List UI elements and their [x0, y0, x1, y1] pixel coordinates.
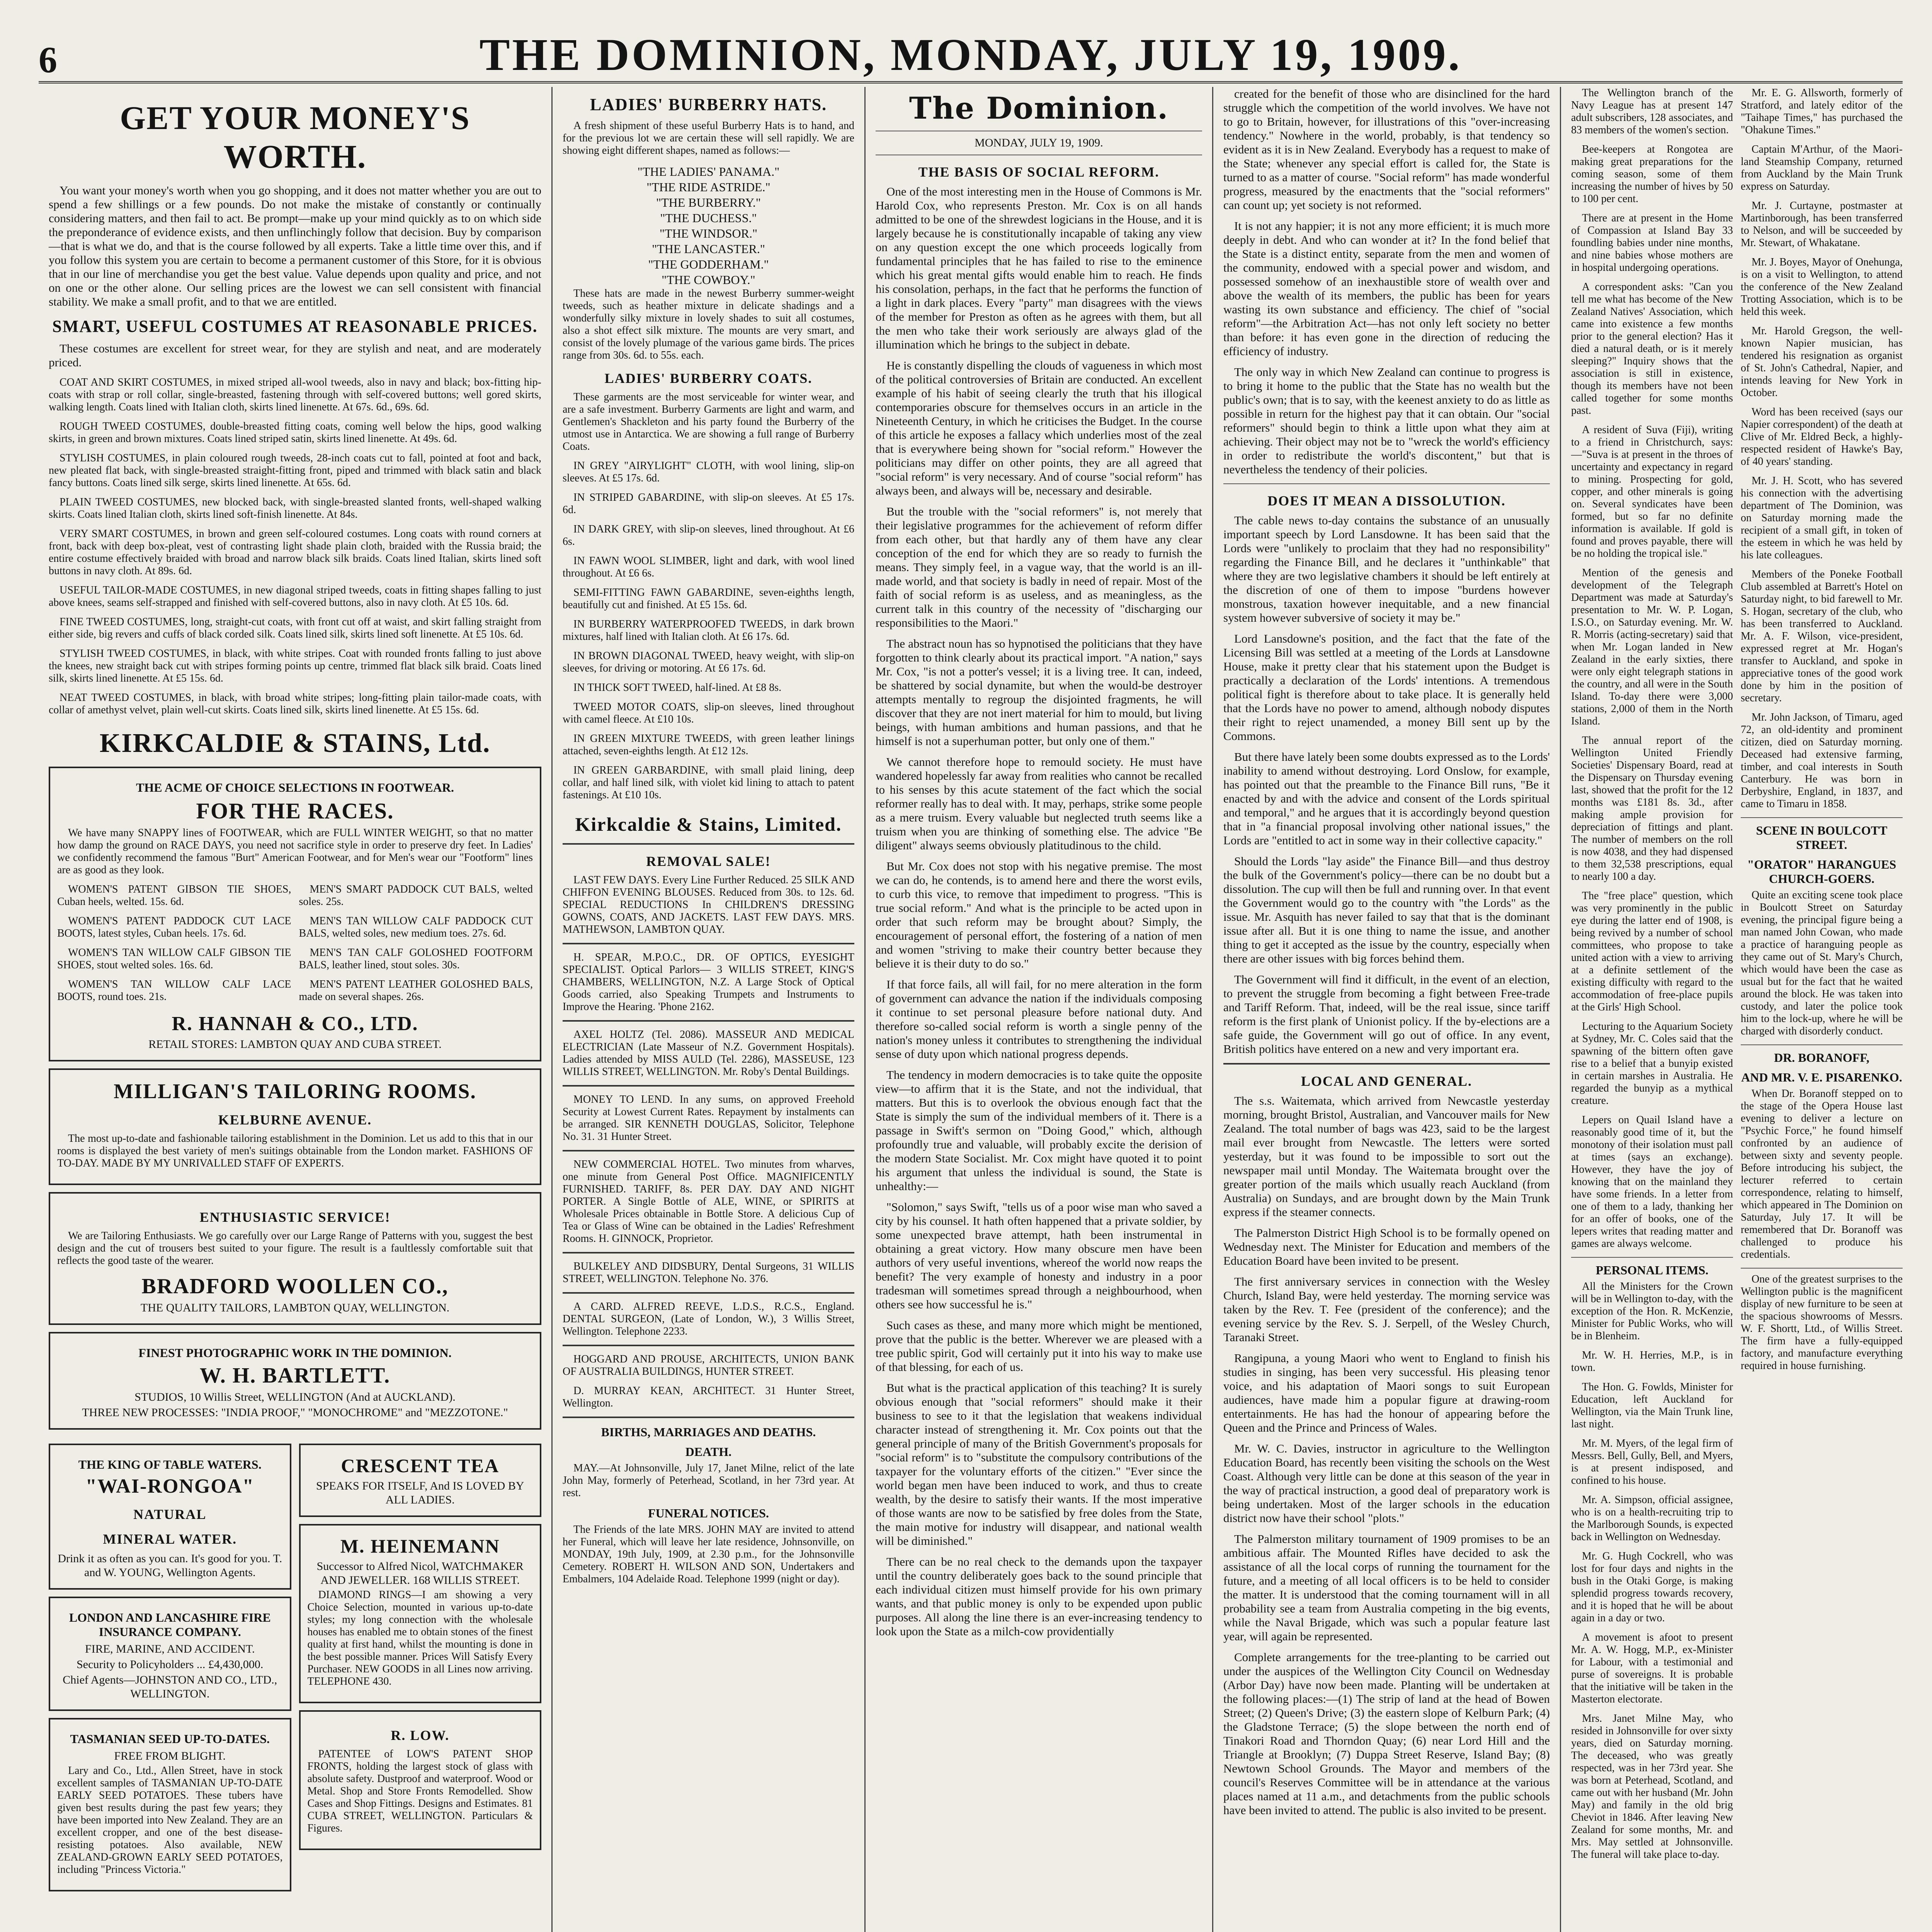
costumes-sub: These costumes are excellent for street wear, for they are stylish and neat, and are moderately priced.	[49, 342, 541, 369]
races-listing	[57, 883, 533, 1010]
editorial-paragraph: He is constantly dispelling the clouds of vagueness in which most of the political controversies of Britain are conducted. An excellent example of his habit of seeing clearly the truth that his illogical contemporaries obscure for themselves occurs in an article in the Nineteenth Century, in which he criticises the Budget. In the course of this article he exposes a fallacy which underlies most of the zeal that is everywhere being shown for "social reform." However the politicians may differ on other points, they are all agreed that "social reform" is very necessary. And of course "social reform" has always been, and always will be, necessary and desirable.	[876, 359, 1202, 497]
hat-name: "THE RIDE ASTRIDE."	[646, 180, 770, 194]
seed-ad	[49, 1718, 291, 1891]
coat-item: IN BURBERRY WATERPROOFED TWEEDS, in dark brown mixtures, half lined with Italian cloth. At £6 17s. 6d.	[563, 618, 854, 643]
shoe-item: MEN'S PATENT LEATHER GOLOSHED BALS, made on several shapes. 26s.	[299, 978, 533, 1003]
burberry-hats-heading: LADIES' BURBERRY HATS.	[590, 95, 827, 114]
hat-name: "THE BURBERRY."	[656, 196, 761, 209]
funeral-heading: FUNERAL NOTICES.	[648, 1506, 769, 1520]
page-columns	[39, 87, 1903, 1932]
water-ad	[49, 1444, 291, 1590]
furniture-item: One of the greatest surprises to the Wellington public is the magnificent display of new furniture to be seen at the spacious showrooms of Messrs. W. F. Shortt, Ltd., of Willis Street. The firm have a fully-equipped factory, and manufacture everything required in house furnishing.	[1741, 1273, 1903, 1372]
seed-body: Lary and Co., Ltd., Allen Street, have in stock excellent samples of TASMANIAN UP-TO-DATE EARLY SEED POTATOES. These tubers have given best results during the past few years; they have been imported into New Zealand. They are an excellent cropper, and one of the best disease-resisting potatoes. Also available, NEW ZEALAND-GROWN EARLY SEED POTATOES, including "Princess Victoria."	[57, 1765, 283, 1876]
burberry-coats-intro: These garments are the most serviceable for winter wear, and are a safe investment. Burberry Garments are light and warm, and Gentlemen's Shackleton and his party found the Burberry of the utmost use in Antarctica. We are showing a full range of Burberry Coats.	[563, 391, 854, 452]
local-item: Lepers on Quail Island have a reasonably good time of it, but the monotony of their isolation must pall at times (says an exchange). However, they have the joy of knowing that on the mainland they have some friends. In a letter from one of them to a lady, thanking her for an offer of books, one of the lepers writes that reading matter and games are always welcome.	[1571, 1114, 1733, 1250]
costume-item: STYLISH TWEED COSTUMES, in black, with white stripes. Coat with rounded fronts falling to just above the knees, new straight back cut with stripes forming points up centre, trimmed flat black silk braid. Coats lined silk, skirts lined linenette. At £5 15s. 6d.	[49, 648, 541, 684]
mens-list	[299, 883, 533, 1010]
editorial-paragraph: There can be no real check to the demands upon the taxpayer until the country deliberately goes back to the sound principle that each individual citizen must himself provide for his own primary wants, and that public money is only to be expended upon public purposes. All along the line there is an ever-increasing tendency to look upon the State as a milch-cow providentially	[876, 1555, 1202, 1638]
divider	[563, 1292, 854, 1294]
divider	[563, 1020, 854, 1022]
coat-item: IN DARK GREY, with slip-on sleeves, lined throughout. At £6 6s.	[563, 523, 854, 548]
bradford-title: BRADFORD WOOLLEN CO.,	[141, 1274, 449, 1298]
hat-name: "THE WINDSOR."	[659, 226, 758, 240]
hat-name: "THE DUCHESS."	[660, 211, 757, 225]
dissolution-paragraph: Lord Lansdowne's position, and the fact that the fate of the Licensing Bill was settled at a meeting of the Lords at Lansdowne House, make it pretty clear that his statement upon the Budget is practically a declaration of the Lords' intentions. A tremendous political fight is therefore about to take place. It is generally held that the Lords have no power to amend, although nobody disputes their right to reject unamended, a money Bill sent up by the Commons.	[1223, 632, 1550, 743]
bartlett-processes: THREE NEW PROCESSES: "INDIA PROOF," "MONOCHROME" and "MEZZOTONE."	[82, 1406, 508, 1419]
personal-item: Members of the Poneke Football Club assembled at Barrett's Hotel on Saturday night, to bid farewell to Mr. S. Hogan, secretary of the club, who has been transferred to Auckland. Mr. A. F. Wilson, vice-president, expressed regret at Mr. Hogan's transfer to Auckland, and spoke in appreciative tones of the good work done by him in the position of secretary.	[1741, 568, 1903, 704]
local-item: Mention of the genesis and development of the Telegraph Department was made at Saturday's presentation to Mr. W. P. Logan, I.S.O., on Saturday evening. Mr. W. R. Morris (acting-secretary) said that when Mr. Logan landed in New Zealand in the early sixties, there were only eight telegraph stations in the country, and all were in the South Island. To-day there were 3,000 stations, 2,000 of them in the North Island.	[1571, 567, 1733, 727]
local-item: The Palmerston District High School is to be formally opened on Wednesday next. The Minister for Education and members of the Education Board have been invited to be present.	[1223, 1226, 1550, 1267]
personal-item: The Hon. G. Fowlds, Minister for Education, left Auckland for Wellington, via the Main Trunk line, last night.	[1571, 1381, 1733, 1430]
bradford-sub: THE QUALITY TAILORS, LAMBTON QUAY, WELLINGTON.	[140, 1301, 450, 1314]
editorial-paragraph: The abstract noun has so hypnotised the politicians that they have forgotten to think clearly about its practical import. "A nation," says Mr. Cox, "is not a potter's vessel; it is a living tree. It can, indeed, be shattered by social dynamite, but when the would-be destroyer attempts mentally to regroup the disjointed fragments, he will discover that they are not inert material for him to mould, but living beings, with human ambitions and human passions, and that he himself is not a superhuman potter, but only one of them."	[876, 637, 1202, 748]
races-body: We have many SNAPPY lines of FOOTWEAR, which are FULL WINTER WEIGHT, so that no matter how damp the ground on RACE DAYS, you need not sacrifice style in order to preserve dry feet. In Ladies' we confidently recommend the famous "Burt" American Footwear, and for Men's wear our "Footform" lines are as good as they look.	[57, 827, 533, 876]
editorial-paragraph: One of the most interesting men in the House of Commons is Mr. Harold Cox, who represents Preston. Mr. Cox is on all hands admitted to be one of the shrewdest logicians in the House, and it is largely because he is constitutionally incapable of taking any view on any question except the one which proceeds logically from fundamental principles that he has failed to rise to the eminence which his great mental gifts would enable him to reach. He finds his consolation, perhaps, in the fact that he performs the function of a light in dark places. Every "party" man disagrees with the views of the member for Preston as often as he agrees with them, but all the men who take their work seriously are always glad of the illumination which he brings to the subject in debate.	[876, 185, 1202, 351]
column-ads-left	[39, 87, 553, 1932]
divider	[563, 943, 854, 944]
coat-item: IN STRIPED GABARDINE, with slip-on sleeves. At £5 17s. 6d.	[563, 492, 854, 516]
local-item: There are at present in the Home of Compassion at Island Bay 33 foundling babies under nine months, and nine babies whose mothers are in hospital undergoing operations.	[1571, 212, 1733, 274]
costume-item: PLAIN TWEED COSTUMES, new blocked back, with single-breasted slanted fronts, well-shaped walking skirts. Coats lined Italian cloth, skirts lined soft-finish linenette. At 84s.	[49, 496, 541, 520]
removal-sale-body: LAST FEW DAYS. Every Line Further Reduced. 25 SILK AND CHIFFON EVENING BLOUSES. Reduced from 30s. to 12s. 6d. SPECIAL REDUCTIONS In CHILDREN'S DRESSING GOWNS, COATS, AND JACKETS. LAST FEW DAYS. MRS. MATHEWSON, LAMBTON QUAY.	[563, 874, 854, 935]
hat-name: "THE LADIES' PANAMA."	[637, 165, 780, 179]
insurance-title: LONDON AND LANCASHIRE FIRE INSURANCE COMPANY.	[69, 1611, 271, 1639]
shoe-item: WOMEN'S PATENT GIBSON TIE SHOES, Cuban heels, welted. 15s. 6d.	[57, 883, 291, 908]
bmd-heading: BIRTHS, MARRIAGES AND DEATHS.	[601, 1425, 816, 1439]
coat-list	[563, 460, 854, 801]
divider	[1223, 1063, 1550, 1065]
divider	[1571, 1257, 1733, 1258]
burberry-coats-heading: LADIES' BURBERRY COATS.	[604, 371, 813, 386]
editorial-paragraph: We cannot therefore hope to remould society. He must have wandered hopelessly far away from realities who cannot be recalled to his senses by this acute statement of the fact which the social reformer really has to deal with. It may, perhaps, strike some people as a mere truism. Every valuable but neglected truth seems like a truism when you are thinking of something else. The advice "Be diligent" always seems obviously platitudinous to the child.	[876, 755, 1202, 852]
low-body: PATENTEE of LOW'S PATENT SHOP FRONTS, holding the largest stock of glass with absolute safety. Dustproof and waterproof. Wood or Metal. Shop and Store Fronts Remodelled. Show Cases and Shop Fittings. Designs and Estimates. 81 CUBA STREET, WELLINGTON. Particulars & Figures.	[307, 1748, 533, 1834]
water-kicker: THE KING OF TABLE WATERS.	[78, 1458, 262, 1471]
coat-item: TWEED MOTOR COATS, slip-on sleeves, lined throughout with camel fleece. At £10 10s.	[563, 701, 854, 725]
dissolution-paragraph: The cable news to-day contains the substance of an unusually important speech by Lord Lansdowne. It has been said that the Lords were "unlikely to proclaim that they had no responsibility" regarding the Finance Bill, and he declares it "unthinkable" that where they are two legislative chambers it should be left entirely at the discretion of one of them to impose "burdens however monstrous, taxation however inequitable, and a new financial system however subversive of society it may be."	[1223, 514, 1550, 624]
divider	[1741, 1268, 1903, 1269]
tea-body: SPEAKS FOR ITSELF, And IS LOVED BY ALL LADIES.	[316, 1480, 524, 1506]
editorial-paragraph: But what is the practical application of this teaching? It is surely obvious enough that "social reformers" should make it their business to see to it that the legislation that weakens individual character instead of strengthening it. Mr. Cox points out that the general principle of many of the British Government's proposals for "social reform" is to "substitute the compulsory contributions of the taxpayer for the voluntary efforts of the citizen." "Ever since the world began men have been induced to work, and thus to create wealth, by the desire to satisfy their wants. If the most imperative of those wants are now to be satisfied by free doles from the State, the main motive for industry will disappear, and national wealth will be diminished."	[876, 1381, 1202, 1548]
scene-heading: SCENE IN BOULCOTT STREET.	[1756, 823, 1888, 852]
lower-ads-left	[49, 1437, 291, 1898]
murray-ad: D. MURRAY KEAN, ARCHITECT. 31 Hunter Street, Wellington.	[563, 1385, 854, 1409]
kirkcaldie-logo-small: Kirkcaldie & Stains, Limited.	[575, 813, 842, 835]
lower-ads-right	[299, 1437, 542, 1898]
card-ad: A CARD. ALFRED REEVE, L.D.S., R.C.S., England. DENTAL SURGEON, (Late of London, W.), 3 Willis Street, Wellington. Telephone 2233.	[563, 1301, 854, 1337]
heinemann-title: M. HEINEMANN	[340, 1535, 500, 1557]
burberry-hats-after: These hats are made in the newest Burberry summer-weight tweeds, such as heather mixture in delicate shadings and a wonderfully silky mixture in lovely shades to suit all costumes, also a shot effect silk mixture. The mounts are very smart, and consist of the lovely plumage of the various game birds. The prices range from 30s. 6d. to 55s. each.	[563, 287, 854, 361]
money-ad: MONEY TO LEND. In any sums, on approved Freehold Security at Lowest Current Rates. Repayment by instalments can be arranged. SIR KENNETH DOUGLAS, Solicitor, Telephone No. 31. 31 Hunter Street.	[563, 1094, 854, 1143]
tea-ad	[299, 1444, 542, 1517]
architect-ad: HOGGARD AND PROUSE, ARCHITECTS, UNION BANK OF AUSTRALIA BUILDINGS, HUNTER STREET.	[563, 1353, 854, 1378]
shoe-item: MEN'S TAN WILLOW CALF PADDOCK CUT BALS, welted soles, new medium toes. 27s. 6d.	[299, 915, 533, 939]
personal-item: Mr. John Jackson, of Timaru, aged 72, an old-identity and prominent citizen, died on Saturday morning. Deceased had extensive farming, timber, and coal interests in South Canterbury. He was born in Derbyshire, England, in 1837, and came to Timaru in 1858.	[1741, 711, 1903, 810]
hat-name: "THE GODDERHAM."	[648, 257, 769, 271]
divider	[563, 1252, 854, 1253]
personal-item: Mr. A. Simpson, official assignee, who is on a health-recruiting trip to the Marlborough Sounds, is expected back in Wellington on Wednesday.	[1571, 1494, 1733, 1543]
dissolution-paragraph: But there have lately been some doubts expressed as to the Lords' inability to amend without destroying. Lord Onslow, for example, has pointed out that the preamble to the Finance Bill runs, "Be it enacted by and with the advice and consent of the Lords spiritual and temporal," and he argues that it is accordingly beyond question that in "a financial proposal involving other national issues," the Lords are "entitled to act in some way in their collective capacity."	[1223, 750, 1550, 847]
editorial-continued: created for the benefit of those who are disinclined for the hard struggle which the competition of the world involves. We have not to go to Britain, however, for illustrations of this "over-increasing tendency." Nowhere in the world, probably, is that tendency so evident as it is in New Zealand. Everybody has a request to make of the State; whenever any special effort is called for, the State is turned to as a matter of course. "Social reform" has made wonderful progress, measured by the enactments that the "social reformers" can count up; yet society is not reformed.	[1223, 87, 1550, 212]
right-subcol-a	[1571, 87, 1733, 1932]
personal-item: Mr. Harold Gregson, the well-known Napier musician, has tendered his resignation as organist of St. John's Cathedral, Napier, and intends leaving for New York in October.	[1741, 325, 1903, 399]
newspaper-title: THE DOMINION, MONDAY, JULY 19, 1909.	[479, 29, 1462, 80]
death-notice: MAY.—At Johnsonville, July 17, Janet Milne, relict of the late John May, formerly of Peterhead, Scotland, in her 73rd year. At rest.	[563, 1462, 854, 1499]
heinemann-ad	[299, 1524, 542, 1703]
shoe-item: WOMEN'S TAN WILLOW CALF GIBSON TIE SHOES, stout welted soles. 16s. 6d.	[57, 947, 291, 971]
money-worth-intro: You want your money's worth when you go shopping, and it does not matter whether you are out to spend a few shillings or a few pounds. Do not make the mistake of constantly or continually considering matters, and then fail to act. Be prompt—make up your mind quickly as to on which side the preponderance of evidence exists, and then unflinchingly follow that decision. Buy by comparison—that is what we do, and that is the course followed by all experts. Take a little time over this, and if you follow this system you are certain to become a permanent customer of this Store, for it is obvious that in our line of merchandise you get the best value. Value depends upon quality and price, and not on one or the other alone. Our selling prices are the lowest we can sell consistent with financial stability. We make a small profit, and to that we are entitled.	[49, 184, 541, 308]
coat-item: IN FAWN WOOL SLIMBER, light and dark, with wool lined throughout. At £6 6s.	[563, 555, 854, 579]
page-number: 6	[39, 39, 57, 80]
personal-item: Mrs. Janet Milne May, who resided in Johnsonville for over sixty years, died on Saturday morning. The deceased, who was greatly respected, was in her 73rd year. She was born at Peterhead, Scotland, and came out with her husband (Mr. John May) and family in the old brig Cheviot in 1846. After leaving New Zealand for some months, Mr. and Mrs. May settled at Johnsonville. The funeral will take place to-day.	[1571, 1713, 1733, 1861]
local-item: The s.s. Waitemata, which arrived from Newcastle yesterday morning, brought Bristol, Australian, and Vancouver mails for New Zealand. The total number of bags was 423, said to be the largest mail ever brought from Newcastle. The letters were sorted yesterday, but it was found to be impossible to sort out the newspaper mail until Monday. The Waitemata brought over the greater portion of the mails which usually reach Auckland (from Australia) on Sundays, and are brought down by the Main Trunk express if the steamer connects.	[1223, 1094, 1550, 1219]
races-title: FOR THE RACES.	[196, 798, 394, 823]
local-item: Complete arrangements for the tree-planting to be carried out under the auspices of the Wellington City Council on Wednesday (Arbor Day) have now been made. Planting will be undertaken at the following places:—(1) The strip of land at the head of Bowen Street; (2) Queen's Drive; (3) the eastern slope of Kelburn Park; (4) the Gladstone Terrace; (5) the slope between the north end of Tinakori Road and Thorndon Quay; (6) near Lord Hill and the Triangle at Brooklyn; (7) Duppa Street Reserve, Island Bay; (8) Newtown School Grounds. The Mayor and members of the council's Reserves Committee will be in attendance at the various places named at 11 a.m., and detachments from the public schools have been invited to attend. The public is also invited to be present.	[1223, 1650, 1550, 1817]
boranoff-heading: DR. BORANOFF,	[1774, 1051, 1869, 1065]
shoe-item: WOMEN'S TAN WILLOW CALF LACE BOOTS, round toes. 21s.	[57, 978, 291, 1003]
water-note: Drink it as often as you can. It's good for you. T. and W. YOUNG, Wellington Agents.	[58, 1552, 282, 1579]
local-item: Rangipuna, a young Maori who went to England to finish his studies in singing, has been very successful. His pleasing tenor voice, and his adaptation of Maori songs to suit European audiences, have made him a popular figure at drawing-room entertainments. He has had the honour of appearing before the Queen and the Prince and Princess of Wales.	[1223, 1351, 1550, 1434]
heinemann-sub: Successor to Alfred Nicol, WATCHMAKER AND JEWELLER. 168 WILLIS STREET.	[316, 1560, 524, 1587]
water-title: "WAI-RONGOA"	[85, 1475, 255, 1497]
right-subcol-b	[1741, 87, 1903, 1932]
costume-item: COAT AND SKIRT COSTUMES, in mixed striped all-wool tweeds, also in navy and black; box-fitting hip-coats with strap or roll collar, single-breasted, fastening through with self-covered buttons; well gored skirts, walking length. Coats lined with Italian cloth, skirts lined linenette. At 67s. 6d., 69s. 6d.	[49, 376, 541, 413]
kirkcaldie-logo: KIRKCALDIE & STAINS, Ltd.	[99, 728, 491, 758]
editorial-paragraph: "Solomon," says Swift, "tells us of a poor wise man who saved a city by his counsel. It hath often happened that a private soldier, by some unexpected brave attempt, hath been instrumental in obtaining a great victory. How many obscure men have been authors of very useful inventions, whereof the world now reaps the benefit? The very example of honesty and industry in a poor tradesman will sometimes spread through a neighbourhood, when others see how successful he is."	[876, 1200, 1202, 1311]
editorial-paragraph: Such cases as these, and many more which might be mentioned, prove that the public is the better. Wherever we are pleased with a tree public spirit, God will certainly put it into his way to make use of that blessing, for each of us.	[876, 1318, 1202, 1374]
milligan-title: MILLIGAN'S TAILORING ROOMS.	[114, 1080, 476, 1103]
divider	[563, 1150, 854, 1151]
shoe-item: WOMEN'S PATENT PADDOCK CUT LACE BOOTS, latest styles, Cuban heels. 17s. 6d.	[57, 915, 291, 939]
editorial-paragraph: The tendency in modern democracies is to take quite the opposite view—to affirm that it is the State, and not the individual, that matters. But this is to overlook the obvious enough fact that the State is simply the sum of the individual members of it. There is a passage in Swift's sermon on "Doing Good," which, although profoundly true and valuable, will probably excite the derision of the modern State Socialist. Mr. Cox might have quoted it to point his argument that unless the individual is sound, the State is unhealthy:—	[876, 1068, 1202, 1193]
personal-item: Mr. J. Curtayne, postmaster at Martinborough, has been transferred to Nelson, and will be succeeded by Mr. Stewart, of Whakatane.	[1741, 200, 1903, 249]
bartlett-title: W. H. BARTLETT.	[199, 1364, 391, 1388]
personal-item: A movement is afoot to present Mr. A. W. Hogg, M.P., ex-Minister for Labour, with a testimonial and purse of sovereigns. It is probable that the initiative will be taken in the Masterton electorate.	[1571, 1631, 1733, 1705]
dissolution-paragraph: The Government will find it difficult, in the event of an election, to prevent the struggle from becoming a fight between Free-trade and Tariff Reform. That, indeed, will be the real issue, since tariff reform is the first plank of Unionist policy. If the by-elections are a safe guide, the Government will go out of office. In any event, British politics have entered on a new and very important era.	[1223, 973, 1550, 1056]
seed-sub: FREE FROM BLIGHT.	[114, 1750, 226, 1762]
divider	[563, 1085, 854, 1087]
costume-item: VERY SMART COSTUMES, in brown and green self-coloured costumes. Long coats with round corners at front, back with deep box-pleat, vest of contrasting light shade plain cloth, braided with the Russia braid; the entire costume effectively braided with broad and narrow black silk braids. Coats lined Italian, skirts lined soft buttons in navy cloth. At 89s. 6d.	[49, 528, 541, 577]
masthead	[39, 23, 1903, 83]
bartlett-kicker: FINEST PHOTOGRAPHIC WORK IN THE DOMINION.	[138, 1346, 452, 1360]
editorial-continued: It is not any happier; it is not any more efficient; it is much more deeply in debt. And who can wonder at it? In the fond belief that the State is a distinct entity, separate from the men and women of the community, endowed with a special power and wisdom, and possessed somehow of an inexhaustible store of wealth over and above the wealth of its members, the public has been for years wasting its own substance and efficiency. The chief of "social reform"—the Arbitration Act—has not only left society no better than before: it has even gone in the direction of reducing the efficiency of industry.	[1223, 219, 1550, 358]
masseur-ad: AXEL HOLTZ (Tel. 2086). MASSEUR AND MEDICAL ELECTRICIAN (Late Masseur of N.Z. Government Hospitals). Ladies attended by MISS AULD (Tel. 2286), MASSEUSE, 123 WILLIS STREET, WELLINGTON. Mr. Roby's Dental Buildings.	[563, 1029, 854, 1078]
burberry-hats-intro: A fresh shipment of these useful Burberry Hats is to hand, and for the previous lot we are certain these will sell rapidly. We are showing eight different shapes, named as follows:—	[563, 120, 854, 156]
bartlett-address: STUDIOS, 10 Willis Street, WELLINGTON (And at AUCKLAND).	[134, 1391, 456, 1403]
editorial-continued: The only way in which New Zealand can continue to progress is to bring it home to the public that the State has no wealth but the public's own; that is to say, with the keenest anxiety to do as little as possible in return for the highest pay that it can obtain. Our "social reformers" should begin to think a little upon what they aim at achieving. Their object may not be to "wreck the world's efficiency in order to redistribute the world's discontent," but that is nevertheless the tendency of their policies.	[1223, 365, 1550, 476]
low-ad	[299, 1710, 542, 1850]
tea-title: CRESCENT TEA	[341, 1455, 500, 1476]
editorial-paragraph: If that force fails, all will fail, for no mere alteration in the form of government can advance the nation if the individuals composing it continue to set personal pleasure before national duty. And therefore so-called social reform is worth a single penny of the nation's money unless it contributes to strengthening the individual sense of duty upon which national progress depends.	[876, 978, 1202, 1061]
local-item: The annual report of the Wellington United Friendly Societies' Dispensary Board, read at the Dispensary on Thursday evening last, showed that the profit for the 12 months was £181 8s. 3d., after making ample provision for depreciation of fittings and plant. The number of members on the roll is now 4038, and they had dispensed to them 32,538 prescriptions, equal to nearly 100 a day.	[1571, 735, 1733, 883]
divider	[1741, 817, 1903, 818]
hat-names	[563, 164, 854, 287]
money-worth-headline: GET YOUR MONEY'S WORTH.	[120, 99, 470, 175]
costume-item: FINE TWEED COSTUMES, long, straight-cut coats, with front cut off at waist, and skirt falling straight from either side, big revers and cuffs of black corded silk. Coats lined silk, skirts lined soft linenette. At £5 10s. 6d.	[49, 616, 541, 640]
boranoff-body: When Dr. Boranoff stepped on to the stage of the Opera House last evening to deliver a lecture on "Psychic Force," he found himself confronted by an audience of between sixty and seventy people. Before introducing his subject, the lecturer referred to certain correspondence, relating to himself, which appeared in The Dominion on Saturday, July 17. It will be remembered that Dr. Boranoff was challenged to produce his credentials.	[1741, 1088, 1903, 1260]
shoe-item: MEN'S SMART PADDOCK CUT BALS, welted soles. 25s.	[299, 883, 533, 908]
dissolution-heading: DOES IT MEAN A DISSOLUTION.	[1267, 493, 1506, 509]
bradford-ad	[49, 1192, 541, 1325]
insurance-agents: Chief Agents—JOHNSTON AND CO., LTD., WELLINGTON.	[63, 1673, 277, 1700]
editorial-heading: THE BASIS OF SOCIAL REFORM.	[918, 164, 1160, 180]
coat-item: IN GREEN GARBARDINE, with small plaid lining, deep collar, and half lined silk, with violet kid lining to attach to patent fastenings. At £10 10s.	[563, 764, 854, 801]
divider	[563, 1417, 854, 1418]
hat-name: "THE LANCASTER."	[652, 242, 765, 256]
costume-item: USEFUL TAILOR-MADE COSTUMES, in new diagonal striped tweeds, coats in fitting shapes falling to just above knees, seams self-strapped and finished with self-covered buttons, also in navy cloth. At £5 10s. 6d.	[49, 584, 541, 609]
personal-item: Mr. E. G. Allsworth, formerly of Stratford, and lately editor of the "Taihape Times," has purchased the "Ohakune Times."	[1741, 87, 1903, 136]
column-ads-mid	[553, 87, 866, 1932]
personal-item: Mr. W. H. Herries, M.P., is in town.	[1571, 1349, 1733, 1374]
personal-item: All the Ministers for the Crown will be in Wellington to-day, with the exception of the Hon. R. McKenzie, Minister for Public Works, who will be in Blenheim.	[1571, 1281, 1733, 1342]
personal-item: Captain M'Arthur, of the Maori-land Steamship Company, returned from Auckland by the Main Trunk express on Saturday.	[1741, 143, 1903, 192]
dissolution-paragraph: Should the Lords "lay aside" the Finance Bill—and thus destroy the bulk of the Government's policy—there can be no doubt but a dissolution. The cup will then be full and running over. In that event the Government would go to the country with "the Lords" as the issue. Mr. Asquith has never failed to say that that is the dominant issue after all. But it is one thing to name the issue, and another thing to get it accepted as the issue by the country, especially when there are other issues with big forces behind them.	[1223, 854, 1550, 965]
column-right	[1561, 87, 1903, 1932]
costume-item: ROUGH TWEED COSTUMES, double-breasted fitting coats, coming well below the hips, good walking skirts, in green and brown mixtures. Coats lined striped satin, skirts lined linenette. At 49s. 6d.	[49, 420, 541, 445]
divider	[1741, 1044, 1903, 1045]
local-item: Lecturing to the Aquarium Society at Sydney, Mr. C. Coles said that the spawning of the bittern often gave rise to a belief that a bunyip existed in certain marshes in Australia. He regarded the bunyip as a mythical creature.	[1571, 1020, 1733, 1107]
coat-item: IN BROWN DIAGONAL TWEED, heavy weight, with slip-on sleeves, for driving or motoring. At £6 17s. 6d.	[563, 650, 854, 674]
scene-body: Quite an exciting scene took place in Boulcott Street on Saturday evening, the principal figure being a man named John Cowan, who made a practice of haranguing people as they came out of St. Mary's Church, which would have been the case as usual but for the fact that he waited around the block. He was taken into custody, and later the police took him to the lock-up, where he will be charged with disorderly conduct.	[1741, 889, 1903, 1037]
removal-sale-heading: REMOVAL SALE!	[646, 854, 771, 869]
local-item: The first anniversary services in connection with the Wesley Church, Island Bay, were held yesterday. The morning service was taken by the Rev. T. Fee (president of the conference); and the evening service by the Rev. S. J. Serpell, of the Wesley Church, Taranaki Street.	[1223, 1275, 1550, 1344]
seed-title: TASMANIAN SEED UP-TO-DATES.	[70, 1732, 270, 1746]
local-item: Bee-keepers at Rongotea are making great preparations for the coming season, some of them increasing the number of hives by 50 to 100 per cent.	[1571, 143, 1733, 205]
divider	[563, 843, 854, 845]
local-item: Mr. W. C. Davies, instructor in agriculture to the Wellington Education Board, has recently been visiting the schools on the West Coast. Although very little can be done at this season of the year in the way of practical instruction, a good deal of preparatory work is being undertaken. Most of the larger schools in the education district now have their school "plots."	[1223, 1442, 1550, 1525]
divider	[563, 1345, 854, 1346]
personal-item: Mr. M. Myers, of the legal firm of Messrs. Bell, Gully, Bell, and Myers, is at present indisposed, and confined to his house.	[1571, 1437, 1733, 1486]
boranoff-subheading: AND MR. V. E. PISARENKO.	[1741, 1070, 1902, 1084]
local-item: The "free place" question, which was very prominently in the public eye during the latter end of 1908, is being revived by a number of school committees, who propose to take united action with a view to arriving at a definite settlement of the existing difficulty with regard to the accommodation of free-place pupils at the Girls' High School.	[1571, 890, 1733, 1013]
costume-item: NEAT TWEED COSTUMES, in black, with broad white stripes; long-fitting plain tailor-made coats, with collar of amethyst velvet, plain well-cut skirts. Coats lined silk, skirts lined linenette. At £5 15s. 6d.	[49, 692, 541, 716]
costume-list	[49, 376, 541, 716]
hotel-ad: NEW COMMERCIAL HOTEL. Two minutes from wharves, one minute from General Post Office. MAGNIFICENTLY FURNISHED. TARIFF, 8s. PER DAY. DAY AND NIGHT PORTER. A Single Bottle of ALE, WINE, or SPIRITS at Wholesale Prices obtainable in Bottle Store. A delicious Cup of Tea or Glass of Wine can be obtained in the Ladies' Refreshment Rooms. H. GINNOCK, Proprietor.	[563, 1158, 854, 1245]
costumes-heading: SMART, USEFUL COSTUMES AT REASONABLE PRICES.	[52, 317, 538, 336]
milligan-body: The most up-to-date and fashionable tailoring establishment in the Dominion. Let us add to this that in our rooms is displayed the best variety of men's suitings obtainable from the London market. FASHIONS OF TO-DAY. MADE BY MY UNRIVALLED STAFF OF EXPERTS.	[57, 1133, 533, 1169]
local-item: The Palmerston military tournament of 1909 promises to be an ambitious affair. The Mounted Rifles have decided to ask the assistance of all the local corps of running the tournament for the future, and a meeting of all local officers is to be held to consider the matter. It is understood that the coming tournament will in all probability see a team from Australia competing in the big events, while the Naval Brigade, which was such a popular feature last year, will again be represented.	[1223, 1532, 1550, 1643]
womens-list	[57, 883, 291, 1010]
funeral-notice: The Friends of the late MRS. JOHN MAY are invited to attend her Funeral, which will leave her late residence, Johnsonville, on MONDAY, 19th July, 1909, at 2.30 p.m., for the Johnsonville Cemetery. ROBERT H. WILSON AND SON, Undertakers and Embalmers, 104 Adelaide Road. Telephone 1999 (night or day).	[563, 1524, 854, 1585]
divider	[1223, 483, 1550, 484]
personal-heading: PERSONAL ITEMS.	[1595, 1263, 1709, 1277]
water-sub1: NATURAL	[133, 1507, 207, 1522]
local-item: The Wellington branch of the Navy League has at present 147 adult subscribers, 128 associates, and 83 members of the women's section.	[1571, 87, 1733, 136]
coat-item: IN GREY "AIRYLIGHT" CLOTH, with wool lining, slip-on sleeves. At £5 17s. 6d.	[563, 460, 854, 484]
column-news	[1213, 87, 1561, 1932]
races-kicker: THE ACME OF CHOICE SELECTIONS IN FOOTWEAR.	[136, 781, 454, 794]
insurance-sub: FIRE, MARINE, AND ACCIDENT.	[85, 1643, 255, 1655]
dental-ad: BULKELEY AND DIDSBURY, Dental Surgeons, 31 WILLIS STREET, WELLINGTON. Telephone No. 376.	[563, 1260, 854, 1285]
hat-name: "THE COWBOY."	[662, 273, 755, 287]
low-title: R. LOW.	[391, 1728, 450, 1743]
milligan-street: KELBURNE AVENUE.	[218, 1112, 372, 1128]
personal-item: Mr. J. H. Scott, who has severed his connection with the advertising department of The Dominion, was on Saturday morning made the recipient of a small gift, in token of the esteem in which he was held by his late colleagues.	[1741, 475, 1903, 561]
editorial-date: MONDAY, JULY 19, 1909.	[975, 136, 1103, 149]
local-general-heading: LOCAL AND GENERAL.	[1301, 1073, 1473, 1089]
races-ad	[49, 767, 541, 1061]
hannah-name: R. HANNAH & CO., LTD.	[172, 1013, 418, 1035]
shoe-item: MEN'S TAN CALF GOLOSHED FOOTFORM BALS, leather lined, stout soles. 30s.	[299, 947, 533, 971]
local-item: A resident of Suva (Fiji), writing to a friend in Christchurch, says:—"Suva is at present in the throes of uncertainty and expectancy in regard to mining. Prospecting for gold, copper, and other minerals is going on. Several syndicates have been formed, but so far no definite information is available. If gold is found and proves payable, there will be no holding the tropical isle."	[1571, 424, 1733, 560]
column-editorial	[866, 87, 1213, 1932]
bradford-body: We are Tailoring Enthusiasts. We go carefully over our Large Range of Patterns with you, suggest the best design and the cut of trousers best suited to your figure. The result is a faultlessly comfortable suit that reflects the good taste of the wearer.	[57, 1230, 533, 1267]
heinemann-body: DIAMOND RINGS—I am showing a very Choice Selection, mounted in various up-to-date styles; my long connection with the wholesale houses has enabled me to obtain stones of the finest quality at first hand, whilst the mounting is done in the best possible manner. Prices Will Satisfy Every Purchaser. NEW GOODS in all Lines now arriving. TELEPHONE 430.	[307, 1589, 533, 1687]
coat-item: SEMI-FITTING FAWN GABARDINE, seven-eighths length, beautifully cut and finished. At £5 15s. 6d.	[563, 587, 854, 611]
personal-item: Mr. J. Boyes, Mayor of Onehunga, is on a visit to Wellington, to attend the conference of the New Zealand Trotting Association, which is to be held this week.	[1741, 256, 1903, 318]
personal-item: Mr. G. Hugh Cockrell, who was lost for four days and nights in the bush in the Otaki Gorge, is making splendid progress towards recovery, and it is hoped that he will be about again in a day or two.	[1571, 1550, 1733, 1624]
hannah-address: RETAIL STORES: LAMBTON QUAY AND CUBA STREET.	[148, 1038, 442, 1051]
bartlett-ad	[49, 1332, 541, 1430]
costume-item: STYLISH COSTUMES, in plain coloured rough tweeds, 28-inch coats cut to fall, pointed at foot and back, new pleated flat back, with single-breasted straight-fitting front, piped and trimmed with black satin and black fancy buttons. Coats lined silk serge, skirts lined linenette. At 65s. 6d.	[49, 452, 541, 489]
milligan-ad	[49, 1068, 541, 1185]
nameplate: The Dominion.	[909, 91, 1169, 126]
coat-item: IN GREEN MIXTURE TWEEDS, with green leather linings attached, seven-eighths length. At £12 12s.	[563, 733, 854, 757]
bradford-kicker: ENTHUSIASTIC SERVICE!	[199, 1209, 391, 1225]
local-item: A correspondent asks: "Can you tell me what has become of the New Zealand Natives' Association, which came into existence a few months prior to the general election? Has it died a natural death, or is it merely sleeping?" Inquiry shows that the association is still in existence, though its members have not been called together for some months past.	[1571, 281, 1733, 417]
personal-item: Word has been received (says our Napier correspondent) of the death at Clive of Mr. Eldred Beck, a highly-respected resident of Hawke's Bay, of 40 years' standing.	[1741, 406, 1903, 468]
editorial-paragraph: But the trouble with the "social reformers" is, not merely that their legislative programmes for the achievement of reform differ from each other, but that hardly any of them have any clear conception of the end for which they are so ready to furnish the means. They simply feel, in a vague way, that the world is an ill-made world, and that society is badly in need of repair. Most of the faith of social reform is as useless, and as meaningless, as the current talk in this country of the necessity of "discharging our responsibilities to the Maori."	[876, 505, 1202, 629]
death-heading: DEATH.	[685, 1445, 732, 1459]
scene-subheading: "ORATOR" HARANGUES CHURCH-GOERS.	[1747, 857, 1896, 886]
water-sub2: MINERAL WATER.	[103, 1531, 237, 1547]
insurance-line: Security to Policyholders ... £4,430,000.	[77, 1658, 264, 1671]
editorial-paragraph: But Mr. Cox does not stop with his negative premise. The most we can do, he contends, is to amend here and there the worst evils, to curb this vice, to remove that impediment to progress. "This is true social reform." And what is the principle to be acted upon in order that such reform may be brought about? Simply, the encouragement of personal effort, the fostering of a nation of men and women "striving to make their country better because they believe it is their duty to do so."	[876, 859, 1202, 970]
spear-ad: H. SPEAR, M.P.O.C., DR. OF OPTICS, EYESIGHT SPECIALIST. Optical Parlors— 3 WILLIS STREET, KING'S CHAMBERS, WELLINGTON, N.Z. A Large Stock of Optical Goods carried, also Speaking Trumpets and Instruments to Improve the Hearing. 'Phone 2162.	[563, 951, 854, 1013]
coat-item: IN THICK SOFT TWEED, half-lined. At £8 8s.	[573, 682, 782, 694]
insurance-ad	[49, 1597, 291, 1711]
lower-ads-row	[49, 1437, 541, 1898]
